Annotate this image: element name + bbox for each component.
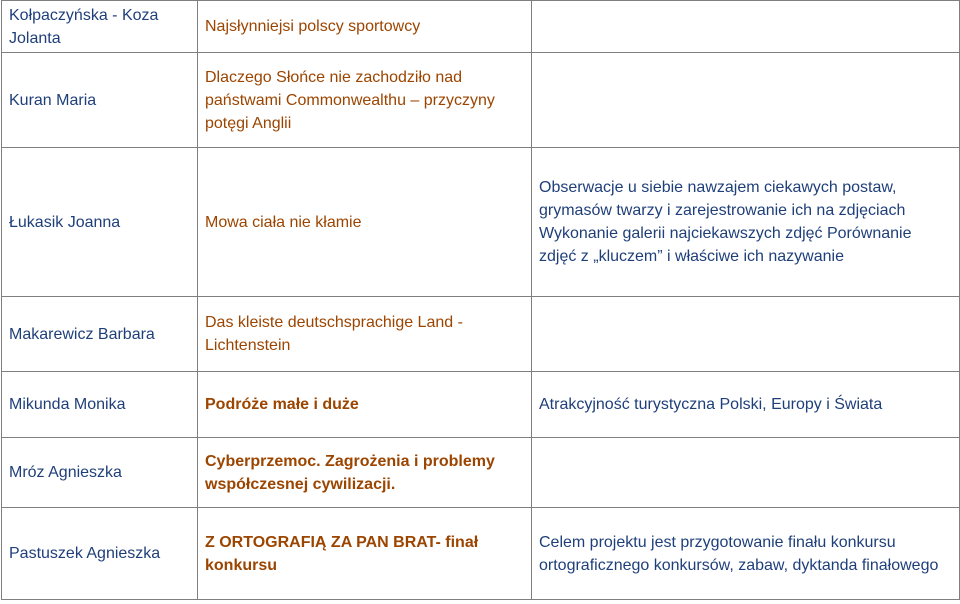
topic-cell [198,297,532,372]
person-name: Mróz Agnieszka [9,464,122,481]
table-row [2,148,960,297]
project-topic: Z ORTOGRAFIĄ ZA PAN BRAT- finał konkursu [205,533,479,574]
table-row [2,438,960,508]
project-topic: Dlaczego Słońce nie zachodziło nad państwami Commonwealthu – przyczyny potęgi Anglii [205,68,495,132]
description-cell [532,372,960,438]
person-cell [2,372,198,438]
project-description: Atrakcyjność turystyczna Polski, Europy i Świata [539,396,883,413]
person-cell [2,148,198,297]
table-row [2,53,960,148]
project-topic: Mowa ciała nie kłamie [205,213,362,231]
project-topic: Najsłynniejsi polscy sportowcy [205,18,421,35]
person-name: Makarewicz Barbara [9,325,155,343]
description-cell [532,53,960,148]
project-description: Obserwacje u siebie nawzajem ciekawych postaw, grymasów twarzy i zarejestrowanie ich na zdjęciach Wykonanie galerii najciekawszych zdjęć Porównanie zdjęć z „kluczem” i właściwe ich nazywanie [539,179,912,265]
person-name: Mikunda Monika [9,396,126,413]
person-cell [2,508,198,600]
person-cell [2,438,198,508]
description-cell [532,438,960,508]
person-name: Kołpaczyńska - Koza Jolanta [9,6,159,47]
table-row [2,508,960,600]
table-row [2,297,960,372]
topic-cell [198,438,532,508]
description-cell [532,297,960,372]
table-row [2,1,960,53]
project-topic: Das kleiste deutschsprachige Land - Lichtenstein [205,314,463,354]
person-cell [2,53,198,148]
topic-cell [198,372,532,438]
person-cell [2,297,198,372]
topic-cell [198,148,532,297]
project-topic: Podróże małe i duże [205,396,359,413]
projects-table [1,0,960,600]
topic-cell [198,1,532,53]
topic-cell [198,53,532,148]
table-row [2,372,960,438]
person-cell [2,1,198,53]
person-name: Łukasik Joanna [9,213,121,231]
description-cell [532,1,960,53]
description-cell [532,148,960,297]
description-cell [532,508,960,600]
person-name: Kuran Maria [9,91,97,109]
topic-cell [198,508,532,600]
project-topic: Cyberprzemoc. Zagrożenia i problemy współczesnej cywilizacji. [205,452,495,493]
person-name: Pastuszek Agnieszka [9,545,161,562]
project-description: Celem projektu jest przygotowanie finału konkursu ortograficznego konkursów, zabaw, dyktanda finałowego [539,533,939,574]
